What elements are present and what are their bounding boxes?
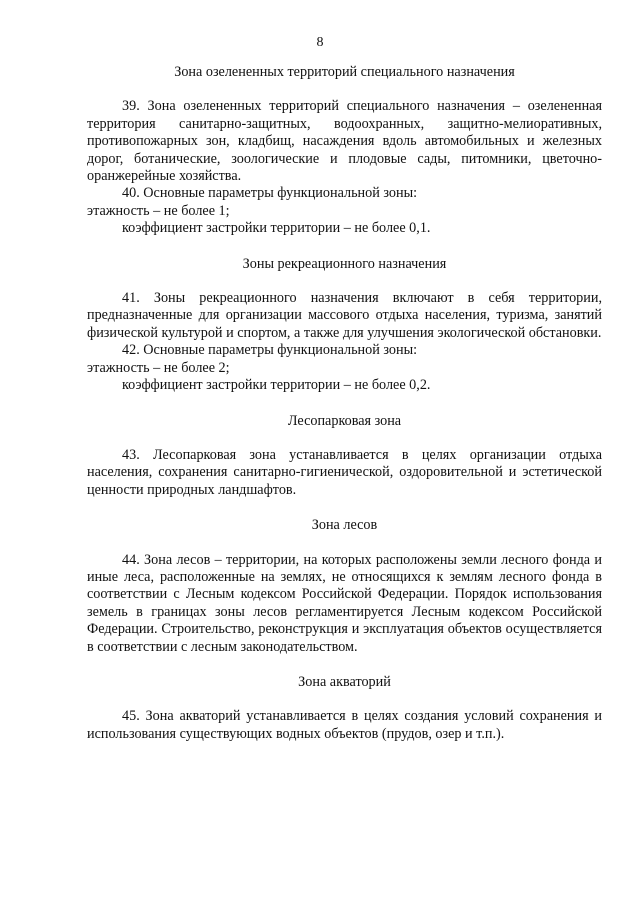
section-water-zone <box>87 674 602 743</box>
section-heading: Зона акваторий <box>298 673 391 690</box>
section-special-green-zone <box>87 64 602 238</box>
paragraph: 42. Основные параметры функциональной зоны: <box>122 342 418 359</box>
paragraph: 41. Зоны рекреационного назначения включают в себя территории, предназначенные для организации массового отдыха населения, туризма, занятий физической культурой и спортом, а также для улучшения экологической обстановки. <box>87 290 602 341</box>
section-forest-park-zone <box>87 413 602 500</box>
section-heading: Зона озелененных территорий специального назначения <box>174 64 515 80</box>
paragraph: 43. Лесопарковая зона устанавливается в целях организации отдыха населения, сохранения санитарно-гигиенической, оздоровительной и эстетической ценности природных ландшафтов. <box>87 446 602 498</box>
paragraph: 44. Зона лесов – территории, на которых расположены земли лесного фонда и иные леса, расположенные на землях, не относящихся к землям лесного фонда в соответствии с Лесным кодексом Российской Федерации. Порядок использования земель в границах зоны лесов регламентируется Лесным кодексом Российской Федерации. Строительство, реконструкция и эксплуатация объектов осуществляется в соответствии с лесным законодательством. <box>87 551 602 655</box>
parameter-line: коэффициент застройки территории – не более 0,1. <box>122 220 431 237</box>
page-number: 8 <box>316 35 324 50</box>
section-forest-zone <box>87 517 602 656</box>
section-recreation-zones <box>87 256 602 395</box>
paragraph: 45. Зона акваторий устанавливается в целях создания условий сохранения и использования существующих водных объектов (прудов, озер и т.п.). <box>87 708 602 742</box>
parameter-line: этажность – не более 1; <box>87 202 230 219</box>
paragraph: 40. Основные параметры функциональной зоны: <box>122 185 418 202</box>
parameter-line: коэффициент застройки территории – не более 0,2. <box>122 377 431 394</box>
parameter-line: этажность – не более 2; <box>87 359 230 376</box>
document-body <box>87 64 602 743</box>
paragraph: 39. Зона озелененных территорий специального назначения – озелененная территория санитарно-защитных, водоохранных, защитно-мелиоративных, противопожарных зон, кладбищ, насаждения вдоль автомобильных и железных дорог, ботанические, зоологические и плодовые сады, питомники, цветочно-оранжерейные хозяйства. <box>87 98 602 185</box>
section-heading: Лесопарковая зона <box>287 412 402 429</box>
section-heading: Зона лесов <box>311 517 378 534</box>
section-heading: Зоны рекреационного назначения <box>242 255 447 272</box>
